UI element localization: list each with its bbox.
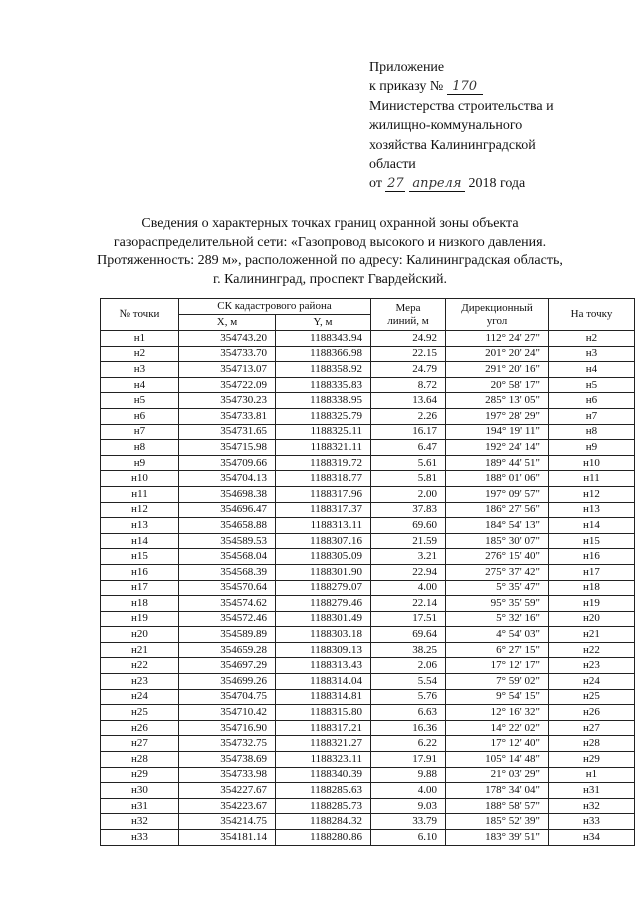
cell-x: 354713.07 xyxy=(179,362,276,378)
cell-to-point: н2 xyxy=(549,331,635,347)
cell-measure: 17.91 xyxy=(371,752,446,768)
cell-y: 1188279.07 xyxy=(276,580,371,596)
cell-measure: 33.79 xyxy=(371,814,446,830)
cell-direction: 201° 20' 24" xyxy=(446,346,549,362)
cell-direction: 189° 44' 51" xyxy=(446,455,549,471)
table-row xyxy=(101,331,635,347)
header-y: Y, м xyxy=(276,315,371,331)
date-suffix: 2018 года xyxy=(468,176,526,192)
date-day-handwritten: 27 xyxy=(387,176,404,192)
cell-to-point: н32 xyxy=(549,798,635,814)
cell-y: 1188343.94 xyxy=(276,331,371,347)
table-row xyxy=(101,627,635,643)
cell-direction: 12° 16' 32" xyxy=(446,705,549,721)
cell-y: 1188366.98 xyxy=(276,346,371,362)
cell-point: н32 xyxy=(101,814,179,830)
title-line-4: г. Калининград, проспект Гвардейский. xyxy=(212,271,448,287)
table-body xyxy=(101,331,635,846)
cell-y: 1188309.13 xyxy=(276,642,371,658)
table-row xyxy=(101,580,635,596)
cell-x: 354658.88 xyxy=(179,518,276,534)
cell-to-point: н16 xyxy=(549,549,635,565)
date-prefix: от xyxy=(369,176,382,192)
cell-direction: 192° 24' 14" xyxy=(446,440,549,456)
cell-to-point: н5 xyxy=(549,377,635,393)
table-row xyxy=(101,752,635,768)
table-row xyxy=(101,674,635,690)
cell-measure: 69.64 xyxy=(371,627,446,643)
cell-point: н22 xyxy=(101,658,179,674)
cell-point: н25 xyxy=(101,705,179,721)
order-number-handwritten: 170 xyxy=(447,80,483,95)
cell-x: 354589.89 xyxy=(179,627,276,643)
cell-point: н14 xyxy=(101,533,179,549)
header-point: № точки xyxy=(101,299,179,331)
cell-to-point: н19 xyxy=(549,596,635,612)
cell-direction: 184° 54' 13" xyxy=(446,518,549,534)
cell-direction: 5° 32' 16" xyxy=(446,611,549,627)
table-row xyxy=(101,502,635,518)
cell-point: н10 xyxy=(101,471,179,487)
table-row xyxy=(101,642,635,658)
cell-x: 354568.39 xyxy=(179,564,276,580)
table-row xyxy=(101,689,635,705)
cell-direction: 183° 39' 51" xyxy=(446,830,549,846)
header-measure-line2: линий, м xyxy=(387,314,429,327)
cell-measure: 8.72 xyxy=(371,377,446,393)
cell-point: н31 xyxy=(101,798,179,814)
cell-to-point: н17 xyxy=(549,564,635,580)
cell-measure: 22.94 xyxy=(371,564,446,580)
cell-measure: 4.00 xyxy=(371,580,446,596)
cell-point: н27 xyxy=(101,736,179,752)
cell-direction: 197° 09' 57" xyxy=(446,486,549,502)
table-row xyxy=(101,736,635,752)
cell-measure: 16.36 xyxy=(371,720,446,736)
cell-y: 1188321.11 xyxy=(276,440,371,456)
header-sk: СК кадастрового района xyxy=(179,299,371,315)
cell-point: н29 xyxy=(101,767,179,783)
cell-to-point: н7 xyxy=(549,408,635,424)
cell-point: н5 xyxy=(101,393,179,409)
cell-x: 354181.14 xyxy=(179,830,276,846)
table-header xyxy=(101,299,635,331)
cell-direction: 291° 20' 16" xyxy=(446,362,549,378)
cell-point: н23 xyxy=(101,674,179,690)
cell-x: 354709.66 xyxy=(179,455,276,471)
cell-to-point: н15 xyxy=(549,533,635,549)
cell-point: н6 xyxy=(101,408,179,424)
table-row xyxy=(101,611,635,627)
cell-measure: 9.03 xyxy=(371,798,446,814)
cell-to-point: н12 xyxy=(549,486,635,502)
cell-x: 354738.69 xyxy=(179,752,276,768)
cell-to-point: н29 xyxy=(549,752,635,768)
cell-y: 1188313.43 xyxy=(276,658,371,674)
cell-to-point: н9 xyxy=(549,440,635,456)
cell-y: 1188280.86 xyxy=(276,830,371,846)
cell-point: н17 xyxy=(101,580,179,596)
cell-to-point: н4 xyxy=(549,362,635,378)
table-row xyxy=(101,471,635,487)
header-direction-line1: Дирекционный xyxy=(461,301,533,314)
appendix-ministry-line3: хозяйства Калининградской xyxy=(369,137,536,153)
cell-to-point: н6 xyxy=(549,393,635,409)
cell-measure: 37.83 xyxy=(371,502,446,518)
cell-point: н20 xyxy=(101,627,179,643)
header-x: X, м xyxy=(179,315,276,331)
cell-measure: 21.59 xyxy=(371,533,446,549)
table-row xyxy=(101,798,635,814)
cell-x: 354732.75 xyxy=(179,736,276,752)
cell-to-point: н23 xyxy=(549,658,635,674)
title-line-3: Протяженность: 289 м», расположенной по адресу: Калининградская область, xyxy=(97,253,563,268)
cell-to-point: н14 xyxy=(549,518,635,534)
cell-to-point: н34 xyxy=(549,830,635,846)
cell-x: 354589.53 xyxy=(179,533,276,549)
cell-x: 354722.09 xyxy=(179,377,276,393)
cell-y: 1188340.39 xyxy=(276,767,371,783)
cell-direction: 186° 27' 56" xyxy=(446,502,549,518)
cell-y: 1188314.81 xyxy=(276,689,371,705)
title-line-2: газораспределительной сети: «Газопровод высокого и низкого давления. xyxy=(113,234,547,250)
cell-point: н28 xyxy=(101,752,179,768)
cell-point: н33 xyxy=(101,830,179,846)
cell-x: 354733.98 xyxy=(179,767,276,783)
cell-measure: 38.25 xyxy=(371,642,446,658)
cell-y: 1188318.77 xyxy=(276,471,371,487)
cell-y: 1188285.63 xyxy=(276,783,371,799)
cell-x: 354223.67 xyxy=(179,798,276,814)
cell-direction: 178° 34' 04" xyxy=(446,783,549,799)
table-row xyxy=(101,408,635,424)
cell-y: 1188313.11 xyxy=(276,518,371,534)
table-row xyxy=(101,783,635,799)
cell-direction: 17° 12' 40" xyxy=(446,736,549,752)
cell-direction: 14° 22' 02" xyxy=(446,720,549,736)
cell-y: 1188317.21 xyxy=(276,720,371,736)
cell-measure: 6.22 xyxy=(371,736,446,752)
cell-x: 354715.98 xyxy=(179,440,276,456)
appendix-ministry-line4: области xyxy=(369,157,416,173)
cell-measure: 6.47 xyxy=(371,440,446,456)
cell-direction: 17° 12' 17" xyxy=(446,658,549,674)
header-to-point: На точку xyxy=(549,299,635,331)
date-month-handwritten: апреля xyxy=(409,177,465,192)
cell-y: 1188279.46 xyxy=(276,596,371,612)
cell-y: 1188321.27 xyxy=(276,736,371,752)
cell-to-point: н20 xyxy=(549,611,635,627)
cell-point: н4 xyxy=(101,377,179,393)
cell-measure: 24.79 xyxy=(371,362,446,378)
cell-measure: 5.54 xyxy=(371,674,446,690)
cell-x: 354743.20 xyxy=(179,331,276,347)
cell-y: 1188314.04 xyxy=(276,674,371,690)
cell-y: 1188307.16 xyxy=(276,533,371,549)
cell-direction: 21° 03' 29" xyxy=(446,767,549,783)
header-direction xyxy=(446,299,549,331)
cell-x: 354699.26 xyxy=(179,674,276,690)
cell-x: 354568.04 xyxy=(179,549,276,565)
cell-point: н9 xyxy=(101,455,179,471)
cell-y: 1188319.72 xyxy=(276,455,371,471)
table-row xyxy=(101,440,635,456)
cell-measure: 69.60 xyxy=(371,518,446,534)
table-row xyxy=(101,814,635,830)
cell-measure: 5.76 xyxy=(371,689,446,705)
cell-measure: 5.61 xyxy=(371,455,446,471)
table-row xyxy=(101,393,635,409)
header-measure xyxy=(371,299,446,331)
cell-y: 1188325.11 xyxy=(276,424,371,440)
cell-to-point: н27 xyxy=(549,720,635,736)
cell-to-point: н24 xyxy=(549,674,635,690)
cell-point: н24 xyxy=(101,689,179,705)
cell-x: 354731.65 xyxy=(179,424,276,440)
cell-x: 354572.46 xyxy=(179,611,276,627)
table-row xyxy=(101,564,635,580)
cell-x: 354697.29 xyxy=(179,658,276,674)
cell-point: н16 xyxy=(101,564,179,580)
cell-to-point: н18 xyxy=(549,580,635,596)
cell-y: 1188323.11 xyxy=(276,752,371,768)
appendix-order-line xyxy=(369,77,609,96)
cell-measure: 22.15 xyxy=(371,346,446,362)
cell-measure: 9.88 xyxy=(371,767,446,783)
cell-direction: 9° 54' 15" xyxy=(446,689,549,705)
cell-direction: 285° 13' 05" xyxy=(446,393,549,409)
cell-y: 1188303.18 xyxy=(276,627,371,643)
cell-direction: 20° 58' 17" xyxy=(446,377,549,393)
cell-direction: 6° 27' 15" xyxy=(446,642,549,658)
cell-measure: 5.81 xyxy=(371,471,446,487)
cell-x: 354696.47 xyxy=(179,502,276,518)
cell-point: н8 xyxy=(101,440,179,456)
table-row xyxy=(101,767,635,783)
cell-to-point: н21 xyxy=(549,627,635,643)
cell-measure: 2.26 xyxy=(371,408,446,424)
cell-y: 1188305.09 xyxy=(276,549,371,565)
table-row xyxy=(101,455,635,471)
appendix-ministry-line1: Министерства строительства и xyxy=(369,98,554,114)
table-row xyxy=(101,830,635,846)
cell-x: 354716.90 xyxy=(179,720,276,736)
cell-y: 1188317.96 xyxy=(276,486,371,502)
cell-measure: 2.00 xyxy=(371,486,446,502)
cell-y: 1188358.92 xyxy=(276,362,371,378)
table-row xyxy=(101,346,635,362)
table-row xyxy=(101,424,635,440)
cell-point: н1 xyxy=(101,331,179,347)
cell-x: 354574.62 xyxy=(179,596,276,612)
cell-x: 354704.75 xyxy=(179,689,276,705)
cell-y: 1188284.32 xyxy=(276,814,371,830)
document-title xyxy=(60,215,600,289)
cell-direction: 194° 19' 11" xyxy=(446,424,549,440)
cell-to-point: н26 xyxy=(549,705,635,721)
appendix-heading: Приложение xyxy=(369,60,445,75)
cell-point: н21 xyxy=(101,642,179,658)
cell-measure: 13.64 xyxy=(371,393,446,409)
cell-point: н19 xyxy=(101,611,179,627)
cell-y: 1188325.79 xyxy=(276,408,371,424)
table-row xyxy=(101,705,635,721)
cell-y: 1188301.49 xyxy=(276,611,371,627)
cell-to-point: н1 xyxy=(549,767,635,783)
cell-direction: 112° 24' 27" xyxy=(446,331,549,347)
coordinates-table xyxy=(100,298,635,846)
cell-to-point: н13 xyxy=(549,502,635,518)
cell-x: 354570.64 xyxy=(179,580,276,596)
cell-x: 354710.42 xyxy=(179,705,276,721)
cell-y: 1188301.90 xyxy=(276,564,371,580)
cell-to-point: н10 xyxy=(549,455,635,471)
table-row xyxy=(101,377,635,393)
table-row xyxy=(101,549,635,565)
cell-y: 1188315.80 xyxy=(276,705,371,721)
cell-x: 354227.67 xyxy=(179,783,276,799)
cell-measure: 2.06 xyxy=(371,658,446,674)
cell-to-point: н28 xyxy=(549,736,635,752)
cell-point: н26 xyxy=(101,720,179,736)
cell-direction: 188° 58' 57" xyxy=(446,798,549,814)
appendix-date-line xyxy=(369,174,609,193)
cell-to-point: н31 xyxy=(549,783,635,799)
cell-point: н13 xyxy=(101,518,179,534)
title-line-1: Сведения о характерных точках границ охранной зоны объекта xyxy=(141,216,519,231)
table-row xyxy=(101,658,635,674)
cell-measure: 4.00 xyxy=(371,783,446,799)
cell-measure: 17.51 xyxy=(371,611,446,627)
cell-direction: 185° 52' 39" xyxy=(446,814,549,830)
header-measure-line1: Мера xyxy=(395,301,421,314)
cell-x: 354704.13 xyxy=(179,471,276,487)
cell-direction: 105° 14' 48" xyxy=(446,752,549,768)
table-row xyxy=(101,486,635,502)
table-row xyxy=(101,596,635,612)
cell-to-point: н8 xyxy=(549,424,635,440)
cell-to-point: н3 xyxy=(549,346,635,362)
table-row xyxy=(101,518,635,534)
cell-y: 1188338.95 xyxy=(276,393,371,409)
cell-point: н11 xyxy=(101,486,179,502)
cell-measure: 22.14 xyxy=(371,596,446,612)
cell-direction: 185° 30' 07" xyxy=(446,533,549,549)
cell-direction: 276° 15' 40" xyxy=(446,549,549,565)
cell-y: 1188317.37 xyxy=(276,502,371,518)
cell-x: 354733.81 xyxy=(179,408,276,424)
cell-direction: 5° 35' 47" xyxy=(446,580,549,596)
cell-x: 354733.70 xyxy=(179,346,276,362)
cell-direction: 4° 54' 03" xyxy=(446,627,549,643)
cell-direction: 7° 59' 02" xyxy=(446,674,549,690)
header-direction-line2: угол xyxy=(486,314,508,327)
cell-point: н12 xyxy=(101,502,179,518)
cell-point: н18 xyxy=(101,596,179,612)
cell-y: 1188285.73 xyxy=(276,798,371,814)
cell-point: н7 xyxy=(101,424,179,440)
cell-point: н2 xyxy=(101,346,179,362)
cell-point: н30 xyxy=(101,783,179,799)
cell-direction: 197° 28' 29" xyxy=(446,408,549,424)
appendix-block xyxy=(369,58,609,194)
cell-measure: 6.10 xyxy=(371,830,446,846)
order-prefix: к приказу № xyxy=(369,79,444,95)
cell-measure: 16.17 xyxy=(371,424,446,440)
cell-direction: 188° 01' 06" xyxy=(446,471,549,487)
cell-measure: 3.21 xyxy=(371,549,446,565)
cell-to-point: н25 xyxy=(549,689,635,705)
cell-x: 354730.23 xyxy=(179,393,276,409)
cell-point: н15 xyxy=(101,549,179,565)
cell-point: н3 xyxy=(101,362,179,378)
table-row xyxy=(101,720,635,736)
cell-to-point: н11 xyxy=(549,471,635,487)
table-row xyxy=(101,533,635,549)
cell-to-point: н33 xyxy=(549,814,635,830)
cell-direction: 275° 37' 42" xyxy=(446,564,549,580)
table-row xyxy=(101,362,635,378)
cell-to-point: н22 xyxy=(549,642,635,658)
cell-y: 1188335.83 xyxy=(276,377,371,393)
cell-measure: 6.63 xyxy=(371,705,446,721)
cell-x: 354659.28 xyxy=(179,642,276,658)
cell-x: 354214.75 xyxy=(179,814,276,830)
cell-x: 354698.38 xyxy=(179,486,276,502)
cell-direction: 95° 35' 59" xyxy=(446,596,549,612)
appendix-ministry-line2: жилищно-коммунального xyxy=(369,118,523,134)
cell-measure: 24.92 xyxy=(371,331,446,347)
